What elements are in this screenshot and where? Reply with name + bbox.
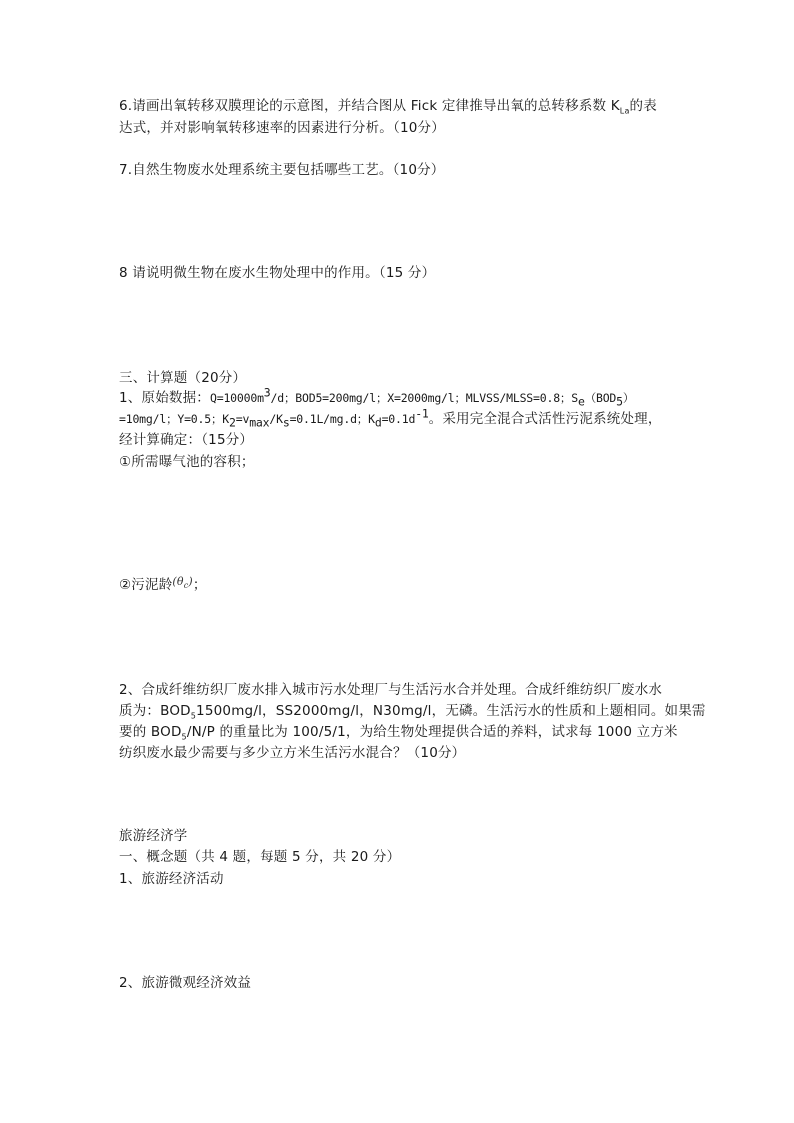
- calc1-l2-sub3: s: [282, 415, 290, 430]
- calc2-line-2: [119, 701, 706, 721]
- calc2-l3-b: /N/P 的重量比为 100/5/1，为给生物处理提供合适的养料，试求每 1000 立方米: [186, 724, 678, 740]
- calc1-qb-end: ；: [192, 577, 207, 593]
- calc2-l2-sub: 5: [190, 711, 197, 721]
- calc1-l2-sub4: d: [374, 415, 382, 430]
- calc1-l1-e: ）: [622, 391, 635, 405]
- calc1-l1-c: /d；BOD5=200mg/l；X=2000mg/l；MLVSS/MLSS=0.8；S: [270, 391, 578, 405]
- q6-line-2: 达式，并对影响氧转移速率的因素进行分析。（10分）: [119, 120, 445, 136]
- calc1-line-2: [119, 406, 689, 430]
- calc1-l2-e: =0.1d: [381, 412, 416, 426]
- calc1-l2-sub1: 2: [229, 415, 236, 430]
- calc1-l1-a: 1、原始数据：: [119, 390, 210, 406]
- calc1-l2-a: =10mg/l；Y=0.5；K: [119, 412, 230, 426]
- theta-open: (θ: [172, 575, 184, 588]
- theta-close: ): [188, 575, 193, 588]
- theta-formula-image: [172, 575, 193, 591]
- calc2-line-3: [119, 722, 689, 742]
- calc1-l2-c: /K: [269, 412, 283, 426]
- tourism-section1-title: 一、概念题（共 4 题，每题 5 分，共 20 分）: [119, 849, 401, 865]
- q6-line-1: [119, 96, 689, 116]
- calc2-line-1: 2、合成纤维纺织厂废水排入城市污水处理厂与生活污水合并处理。合成纤维纺织厂废水水: [119, 682, 663, 698]
- calc1-l1-b: Q=10000m: [210, 391, 264, 405]
- theta-sub: c: [183, 581, 189, 591]
- calc1-l1-sub: e: [577, 394, 585, 409]
- q6-subscript: La: [619, 106, 630, 116]
- calc1-l2-sup: -1: [415, 406, 429, 421]
- calc1-l2-f: 。采用完全混合式活性污泥系统处理，: [428, 411, 662, 427]
- calc1-line-1: [119, 385, 689, 409]
- calc1-question-a: ①所需曝气池的容积；: [119, 454, 255, 470]
- calc2-l2-b: 1500mg/l，SS2000mg/l，N30mg/l，无磷。生活污水的性质和上题相同。如果需: [196, 703, 706, 719]
- calc1-line-3: 经计算确定：（15分）: [119, 432, 254, 448]
- calc1-l1-d: （BOD: [584, 391, 617, 405]
- q7-question: 7.自然生物废水处理系统主要包括哪些工艺。（10分）: [119, 162, 445, 178]
- calc2-l2-a: 质为：BOD: [119, 703, 191, 719]
- calc1-question-b: [119, 572, 689, 595]
- calc2-l3-sub: 5: [181, 732, 187, 742]
- calc1-l1-sub2: 5: [616, 394, 623, 409]
- q6-text-b: 的表: [629, 98, 657, 114]
- tourism-item-2: 2、旅游微观经济效益: [119, 975, 252, 991]
- calc1-l2-sub2: max: [249, 415, 270, 430]
- section3-title: 三、计算题（20分）: [119, 370, 247, 386]
- calc1-l2-b: =v: [235, 412, 250, 426]
- q6-text-a: 6.请画出氧转移双膜理论的示意图，并结合图从 Fick 定律推导出氧的总转移系数 K: [119, 98, 620, 114]
- calc2-l3-a: 要的 BOD: [119, 724, 182, 740]
- tourism-item-1: 1、旅游经济活动: [119, 871, 224, 887]
- tourism-title: 旅游经济学: [119, 828, 188, 844]
- calc1-l1-sup: 3: [263, 385, 271, 400]
- calc1-qb-text: ②污泥龄: [119, 577, 173, 593]
- q8-question: 8 请说明微生物在废水生物处理中的作用。（15 分）: [119, 265, 436, 281]
- calc1-l2-d: =0.1L/mg.d；K: [289, 412, 375, 426]
- calc2-line-4: 纺织废水最少需要与多少立方米生活污水混合？（10分）: [119, 745, 466, 761]
